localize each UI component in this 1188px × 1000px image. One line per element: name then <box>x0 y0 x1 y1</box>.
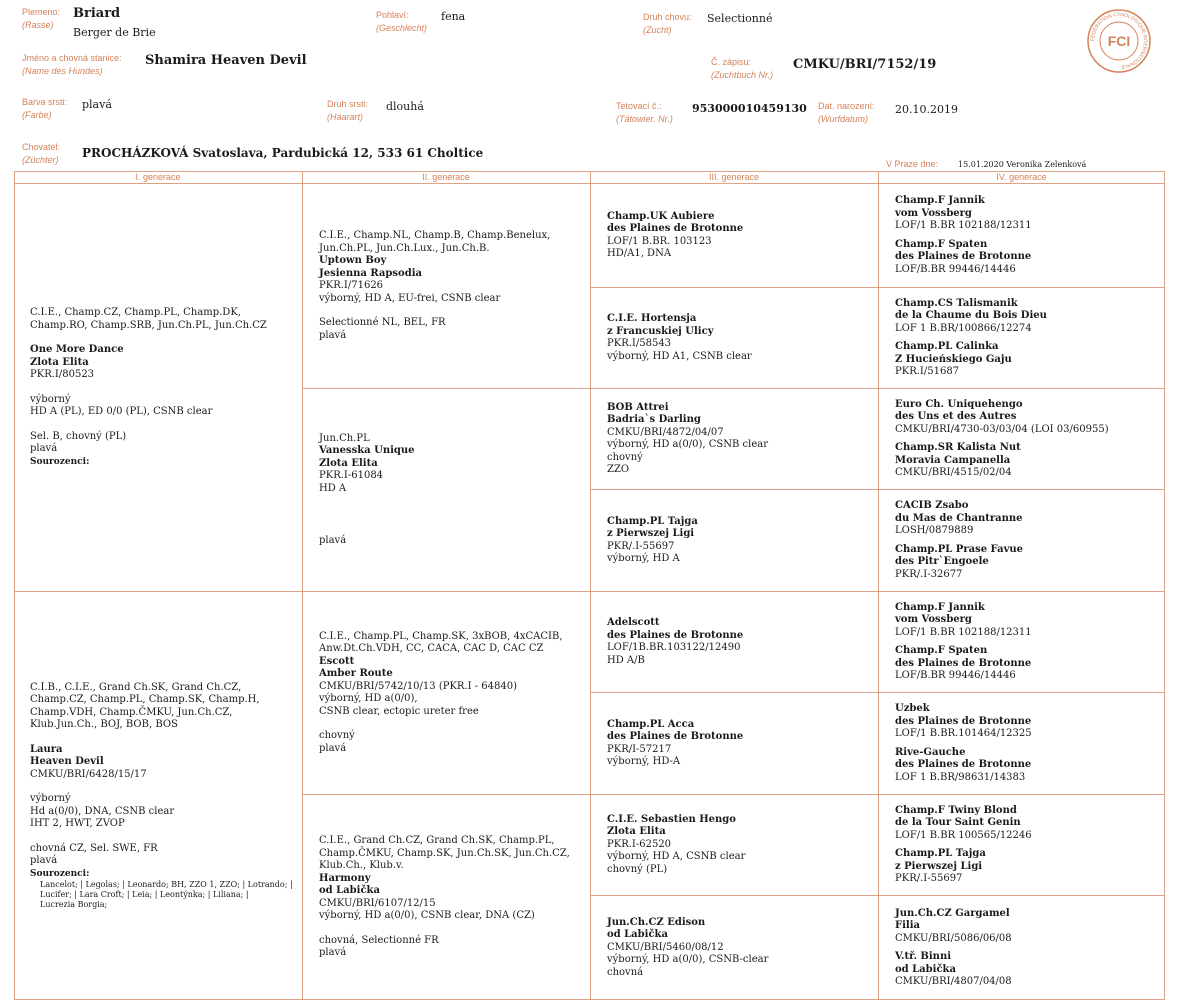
breeding-type-value: Selectionné <box>707 12 773 25</box>
gen4-5a-name: Champ.F Jannik vom Vossberg <box>895 601 985 625</box>
gen2-cell-4 <box>303 795 590 1000</box>
pohlavi-label: Pohlaví: (Geschlecht) <box>376 10 428 33</box>
gen4-5b-reg: LOF/B.BR 99446/14446 <box>895 670 1016 681</box>
birth-date-value: 20.10.2019 <box>895 103 958 116</box>
gen2-2-eval: HD A <box>319 482 347 494</box>
gen3-7-info: PKR.I-62520 výborný, HD A, CSNB clear chovný (PL) <box>607 838 746 875</box>
gen4-4b-reg: PKR/.I-32677 <box>895 568 963 580</box>
breeder-value: PROCHÁZKOVÁ Svatoslava, Pardubická 12, 533 61 Choltice <box>82 146 484 160</box>
gen3-cell-5 <box>591 592 878 692</box>
col-header-gen1: I. generace <box>135 172 181 182</box>
gen1-sire-reg: PKR.I/80523 <box>30 369 95 380</box>
gen2-1-breed: Selectionné NL, BEL, FR plavá <box>319 317 446 341</box>
gen4-cell-6 <box>879 693 1164 794</box>
druh-srsti-label: Druh srsti: (Haarart) <box>327 99 369 122</box>
gen2-4-eval: výborný, HD a(0/0), CSNB clear, DNA (CZ) <box>319 910 535 922</box>
gen4-3a-reg: CMKU/BRI/4730-03/03/04 (LOI 03/60955) <box>895 423 1109 435</box>
gen4-cell-7 <box>879 795 1164 895</box>
gen4-3b-reg: CMKU/BRI/4515/02/04 <box>895 467 1012 478</box>
gen2-2-name: Vanesska Unique Zlota Elita <box>319 445 415 469</box>
col-header-gen2: II. generace <box>422 172 470 182</box>
gen4-3a-name: Euro Ch. Uniquehengo des Uns et des Autres <box>895 398 1023 422</box>
gen1-dam-name: Laura Heaven Devil <box>30 743 104 768</box>
gen2-3-breed: chovný plavá <box>319 730 355 754</box>
gen1-dam <box>14 592 302 1000</box>
gen4-6b-reg: LOF 1 B.BR/98631/14383 <box>895 771 1026 783</box>
sex-value: fena <box>441 10 466 23</box>
dog-name-value: Shamira Heaven Devil <box>145 53 307 68</box>
registration-value: CMKU/BRI/7152/19 <box>793 57 937 72</box>
gen1-dam-reg: CMKU/BRI/6428/15/17 <box>30 768 147 780</box>
gen3-2-name: C.I.E. Hortensja z Francuskiej Ulicy <box>607 313 714 337</box>
druh-chovu-label: Druh chovu: (Zucht) <box>643 12 692 35</box>
gen3-cell-1 <box>591 184 878 287</box>
gen3-4-info: PKR/.I-55697 výborný, HD A <box>607 540 680 564</box>
gen2-1-name: Uptown Boy Jesienna Rapsodia <box>319 255 422 279</box>
fci-text: FCI <box>1107 33 1131 49</box>
gen4-7b-reg: PKR/.I-55697 <box>895 873 963 884</box>
tattoo-value: 953000010459130 <box>692 102 807 115</box>
pedigree-grid <box>14 171 1165 1000</box>
jmeno-label: Jméno a chovná stanice: (Name des Hundes) <box>22 53 122 76</box>
gen4-6a-reg: LOF/1 B.BR.101464/12325 <box>895 728 1032 739</box>
plemeno-label: Plemeno: (Rasse) <box>22 7 61 30</box>
gen3-cell-2 <box>591 288 878 388</box>
gen2-1-reg: PKR.I/71626 <box>319 280 384 291</box>
gen2-3-reg: CMKU/BRI/5742/10/13 (PKR.I - 64840) <box>319 680 518 692</box>
gen4-8b-reg: CMKU/BRI/4807/04/08 <box>895 976 1012 987</box>
gen1-sire-eval: výborný HD A (PL), ED 0/0 (PL), CSNB clear <box>30 393 213 417</box>
gen3-cell-4 <box>591 490 878 591</box>
gen4-3b-name: Champ.SR Kalista Nut Moravia Campanella <box>895 442 1021 466</box>
gen4-7b-name: Champ.PL Tajga z Pierwszej Ligi <box>895 848 986 872</box>
gen1-sire-name: One More Dance Zlota Elita <box>30 344 124 368</box>
gen1-sire <box>14 184 302 591</box>
pedigree-header <box>0 0 1188 170</box>
gen2-3-eval: výborný, HD a(0/0), CSNB clear, ectopic ureter free <box>319 693 479 717</box>
gen3-2-info: PKR.I/58543 výborný, HD A1, CSNB clear <box>607 338 752 362</box>
gen4-1b-name: Champ.F Spaten des Plaines de Brotonne <box>895 238 1032 262</box>
gen3-7-name: C.I.E. Sebastien Hengo Zlota Elita <box>607 813 736 838</box>
gen3-cell-6 <box>591 693 878 794</box>
gen1-sire-siblings-label: Sourozenci: <box>30 456 90 467</box>
gen2-cell-2 <box>303 389 590 591</box>
gen1-dam-breed: chovná CZ, Sel. SWE, FR plavá <box>30 842 158 867</box>
chovatel-label: Chovatel: (Züchter) <box>22 142 61 165</box>
gen4-1a-reg: LOF/1 B.BR 102188/12311 <box>895 220 1032 231</box>
gen2-2-titles: Jun.Ch.PL <box>319 432 370 444</box>
issue-date-value: 15.01.2020 Veronika Zelenková <box>958 160 1087 169</box>
gen2-4-titles: C.I.E., Grand Ch.CZ, Grand Ch.SK, Champ.PL, Champ.ČMKU, Champ.SK, Jun.Ch.SK, Jun.Ch.CZ, Klub.Ch., Klub.v. <box>319 835 570 872</box>
col-header-gen4: IV. generace <box>996 172 1047 182</box>
gen3-6-info: PKR/I-57217 výborný, HD-A <box>607 743 681 767</box>
gen3-5-info: LOF/1B.BR.103122/12490 HD A/B <box>607 642 741 666</box>
gen1-dam-siblings-label: Sourozenci: <box>30 868 90 879</box>
gen4-cell-4 <box>879 490 1164 591</box>
gen2-4-reg: CMKU/BRI/6107/12/15 <box>319 897 436 909</box>
gen2-3-titles: C.I.E., Champ.PL, Champ.SK, 3xBOB, 4xCACIB, Anw.Dt.Ch.VDH, CC, CACA, CAC D, CAC CZ <box>319 630 563 655</box>
gen4-1a-name: Champ.F Jannik vom Vossberg <box>895 195 985 219</box>
gen3-cell-7 <box>591 795 878 895</box>
gen4-8a-reg: CMKU/BRI/5086/06/08 <box>895 932 1012 944</box>
gen4-5b-name: Champ.F Spaten des Plaines de Brotonne <box>895 645 1032 669</box>
gen1-dam-eval: výborný Hd a(0/0), DNA, CSNB clear IHT 2, HWT, ZVOP <box>30 793 175 830</box>
coat-type-value: dlouhá <box>386 100 424 113</box>
tetovaci-label: Tetovací č.: (Tätowier. Nr.) <box>616 101 673 124</box>
gen4-4a-name: CACIB Zsabo du Mas de Chantranne <box>895 500 1023 524</box>
gen4-2b-reg: PKR.I/51687 <box>895 366 960 377</box>
col-header-gen3: III. generace <box>708 172 760 182</box>
gen4-6b-name: Rive-Gauche des Plaines de Brotonne <box>895 746 1032 770</box>
narozeni-label: Dat. narození: (Wurfdatum) <box>818 101 875 124</box>
breed-value-fr: Berger de Brie <box>73 26 156 39</box>
gen3-3-name: BOB Attrei Badria`s Darling <box>607 401 701 425</box>
gen4-2a-name: Champ.CS Talismanik de la Chaume du Bois Dieu <box>895 297 1047 321</box>
gen1-dam-siblings: Lancelot; | Legolas; | Leonardo; BH, ZZO 1, ZZO; | Lotrando; | Lucifer; | Lara Croft; | Leia; | Leontýnka; | Liliana; | Lucrezia Borgia; <box>40 880 293 910</box>
barva-label: Barva srsti: (Farbe) <box>22 97 68 120</box>
gen3-5-name: Adelscott des Plaines de Brotonne <box>607 617 744 641</box>
gen4-7a-reg: LOF/1 B.BR 100565/12246 <box>895 829 1032 841</box>
gen2-cell-3 <box>303 592 590 794</box>
gen4-7a-name: Champ.F Twiny Blond de la Tour Saint Genin <box>895 804 1021 828</box>
gen2-2-reg: PKR.I-61084 <box>319 470 384 481</box>
gen2-4-breed: chovná, Selectionné FR plavá <box>319 934 439 959</box>
gen3-6-name: Champ.PL Acca des Plaines de Brotonne <box>607 718 744 742</box>
gen3-1-name: Champ.UK Aubiere des Plaines de Brotonne <box>607 210 744 234</box>
gen4-6a-name: Uzbek des Plaines de Brotonne <box>895 703 1032 727</box>
gen4-8b-name: V.tř. Binni od Labička <box>895 951 956 975</box>
gen4-cell-3 <box>879 389 1164 489</box>
color-value: plavá <box>82 98 112 111</box>
gen4-1b-reg: LOF/B.BR 99446/14446 <box>895 263 1016 275</box>
gen4-cell-2 <box>879 288 1164 388</box>
breed-value: Briard <box>73 6 121 21</box>
gen1-dam-titles: C.I.B., C.I.E., Grand Ch.SK, Grand Ch.CZ, Champ.CZ, Champ.PL, Champ.SK, Champ.H, Champ.VDH, Champ.ČMKU, Jun.Ch.CZ, Klub.Jun.Ch., BOJ, BOB, BOS <box>30 681 260 731</box>
gen4-2a-reg: LOF 1 B.BR/100866/12274 <box>895 322 1032 334</box>
gen3-4-name: Champ.PL Tajga z Pierwszej Ligi <box>607 515 698 539</box>
gen2-2-breed: plavá <box>319 535 347 546</box>
gen3-3-info: CMKU/BRI/4872/04/07 výborný, HD a(0/0), CSNB clear chovný ZZO <box>607 426 768 475</box>
gen4-cell-5 <box>879 592 1164 692</box>
fci-ring-text: FÉDÉRATION CYNOLOGIQUE INTERNATIONALE <box>1089 11 1149 70</box>
gen4-cell-1 <box>879 184 1164 287</box>
gen4-cell-8 <box>879 896 1164 1000</box>
gen2-4-name: Harmony od Labička <box>319 872 380 897</box>
gen4-4b-name: Champ.PL Prase Favue des Pitr`Engoele <box>895 543 1024 567</box>
gen3-8-info: CMKU/BRI/5460/08/12 výborný, HD a(0/0), CSNB-clear chovná <box>607 941 769 978</box>
gen3-1-info: LOF/1 B.BR. 103123 HD/A1, DNA <box>607 235 712 259</box>
col-line-4 <box>1164 171 1165 1000</box>
gen1-sire-titles: C.I.E., Champ.CZ, Champ.PL, Champ.DK, Champ.RO, Champ.SRB, Jun.Ch.PL, Jun.Ch.CZ <box>30 307 267 331</box>
gen3-cell-3 <box>591 389 878 489</box>
gen2-1-eval: výborný, HD A, EU-frei, CSNB clear <box>319 292 501 304</box>
gen2-cell-1 <box>303 184 590 388</box>
gen4-5a-reg: LOF/1 B.BR 102188/12311 <box>895 626 1032 638</box>
gen3-8-name: Jun.Ch.CZ Edison od Labička <box>607 916 706 941</box>
fci-seal-icon <box>1086 8 1152 74</box>
gen2-1-titles: C.I.E., Champ.NL, Champ.B, Champ.Benelux, Jun.Ch.PL, Jun.Ch.Lux., Jun.Ch.B. <box>319 230 551 254</box>
zapis-label: Č. zápisu: (Zuchtbuch Nr.) <box>711 57 774 80</box>
gen3-cell-8 <box>591 896 878 1000</box>
gen4-8a-name: Jun.Ch.CZ Gargamel Filia <box>895 907 1010 931</box>
gen1-sire-breed: Sel. B, chovný (PL) plavá <box>30 430 127 454</box>
gen4-2b-name: Champ.PL Calinka Z Hucieńskiego Gaju <box>895 341 1012 365</box>
gen2-3-name: Escott Amber Route <box>319 655 393 680</box>
praze-label: V Praze dne: <box>886 159 939 169</box>
gen4-4a-reg: LOSH/0879889 <box>895 525 974 536</box>
